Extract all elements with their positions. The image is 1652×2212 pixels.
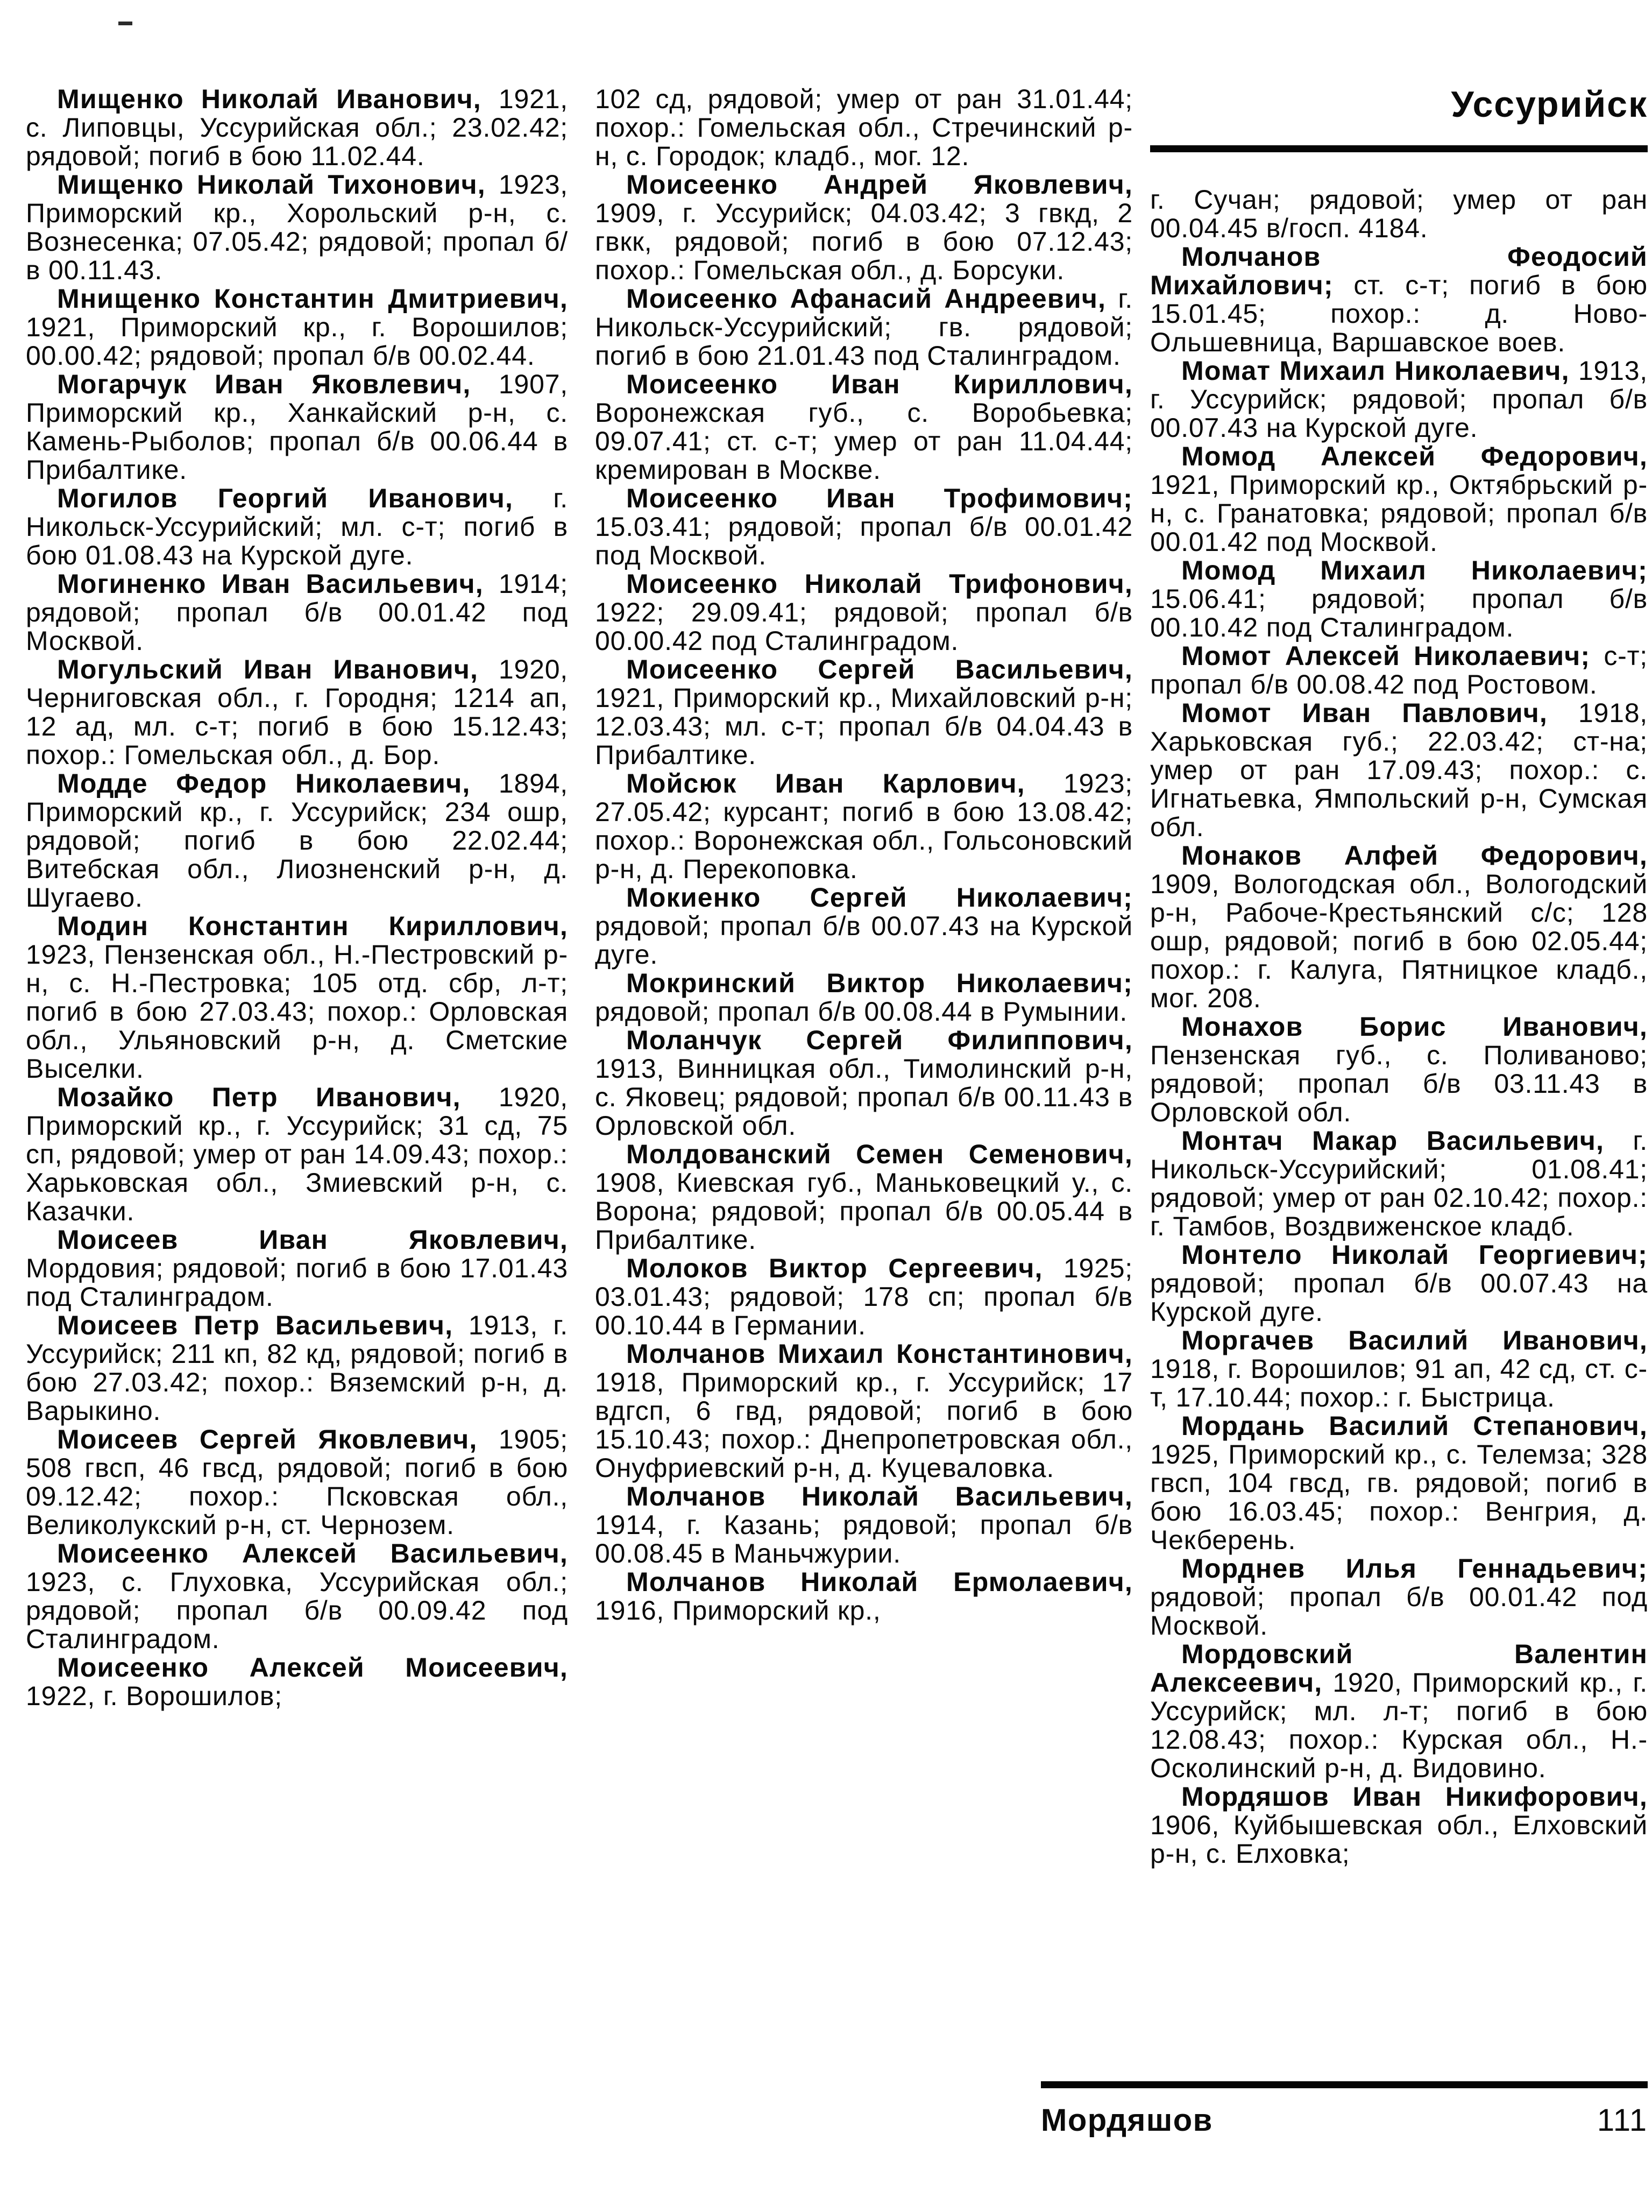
entry-name: Момод Михаил Николаевич; [1181, 555, 1648, 585]
footer-page-number: 111 [1597, 2103, 1648, 2138]
memorial-entry: Моисеев Сергей Яковлевич, 1905; 508 гвсп, 46 гвсд, рядовой; погиб в бою 09.12.42; похор.: Псковская обл., Великолукский р-н, ст. Чернозем. [26, 1424, 568, 1540]
entry-name: Монтач Макар Васильевич, [1181, 1126, 1633, 1156]
memorial-entry: Монаков Алфей Федорович, 1909, Вологодская обл., Вологодский р-н, Рабоче-Крестьянский с/с; 128 ошр, рядовой; погиб в бою 02.05.44; похор.: г. Калуга, Пятницкое кладб., мог. 208. [1150, 840, 1648, 1013]
entry-name: Мищенко Николай Иванович, [57, 84, 499, 114]
memorial-entry: Мнищенко Константин Дмитриевич, 1921, Приморский кр., г. Ворошилов; 00.00.42; рядовой; пропал б/в 00.02.44. [26, 284, 568, 371]
entry-name: Мнищенко Константин Дмитриевич, [57, 284, 568, 314]
entry-name: Момод Алексей Федорович, [1181, 441, 1648, 471]
memorial-entry: Момот Иван Павлович, 1918, Харьковская губ.; 22.03.42; ст-на; умер от ран 17.09.43; похор.: с. Игнатьевка, Ямпольский р-н, Сумская обл. [1150, 698, 1648, 842]
memorial-entry: Момод Алексей Федорович, 1921, Приморский кр., Октябрьский р-н, с. Гранатовка; рядовой; пропал б/в 00.01.42 под Москвой. [1150, 441, 1648, 557]
memorial-entry: Могиненко Иван Васильевич, 1914; рядовой; пропал б/в 00.01.42 под Москвой. [26, 569, 568, 656]
memorial-entry: Мокринский Виктор Николаевич; рядовой; пропал б/в 00.08.44 в Румынии. [595, 968, 1133, 1027]
entry-name: Могилов Георгий Иванович, [57, 483, 554, 513]
memorial-entry: Моисеев Петр Васильевич, 1913, г. Уссурийск; 211 кп, 82 кд, рядовой; погиб в бою 27.03.42; похор.: Вяземский р-н, д. Варыкино. [26, 1310, 568, 1426]
memorial-entry: Моисеенко Сергей Васильевич, 1921, Приморский кр., Михайловский р-н; 12.03.43; мл. с-т; пропал б/в 04.04.43 в Прибалтике. [595, 654, 1133, 770]
entry-name: Могульский Иван Иванович, [57, 654, 499, 684]
memorial-entry: г. Сучан; рядовой; умер от ран 00.04.45 в/госп. 4184. [1150, 185, 1648, 243]
memorial-entry: Мордовский Валентин Алексеевич, 1920, Приморский кр., г. Уссурийск; мл. л-т; погиб в бою 12.08.43; похор.: Курская обл., Н.-Осколинский р-н, д. Видовино. [1150, 1639, 1648, 1783]
entry-name: Морднев Илья Геннадьевич; [1181, 1553, 1648, 1584]
memorial-entry: Мищенко Николай Иванович, 1921, с. Липовцы, Уссурийская обл.; 23.02.42; рядовой; погиб в бою 11.02.44. [26, 84, 568, 171]
entry-name: Моисеев Петр Васильевич, [57, 1310, 469, 1340]
entry-name: Моисеенко Афанасий Андреевич, [626, 284, 1118, 314]
entry-name: Модин Константин Кириллович, [57, 911, 568, 941]
memorial-entry: Моргачев Василий Иванович, 1918, г. Ворошилов; 91 ап, 42 сд, ст. с-т, 17.10.44; похор.: г. Быстрица. [1150, 1325, 1648, 1412]
memorial-entry: Молчанов Феодосий Михайлович; ст. с-т; погиб в бою 15.01.45; похор.: д. Ново-Ольшевница, Варшавское воев. [1150, 242, 1648, 357]
memorial-entry: Могилов Георгий Иванович, г. Никольск-Уссурийский; мл. с-т; погиб в бою 01.08.43 на Курской дуге. [26, 483, 568, 570]
entry-name: Моисеенко Андрей Яковлевич, [626, 169, 1133, 200]
memorial-entry: Молоков Виктор Сергеевич, 1925; 03.01.43; рядовой; 178 сп; пропал б/в 00.10.44 в Германии. [595, 1253, 1133, 1340]
memorial-entry: Моисеенко Афанасий Андреевич, г. Никольск-Уссурийский; гв. рядовой; погиб в бою 21.01.43 под Сталинградом. [595, 284, 1133, 371]
memorial-entry: Моисеенко Алексей Моисеевич, 1922, г. Ворошилов; [26, 1652, 568, 1711]
entry-name: Могарчук Иван Яковлевич, [57, 369, 499, 399]
entry-name: Моисеев Сергей Яковлевич, [57, 1424, 499, 1454]
memorial-entry: Моисеенко Иван Кириллович, Воронежская губ., с. Воробьевка; 09.07.41; ст. с-т; умер от ран 11.04.44; кремирован в Москве. [595, 369, 1133, 485]
memorial-entry: Момот Алексей Николаевич; с-т; пропал б/в 00.08.42 под Ростовом. [1150, 641, 1648, 699]
entry-name: Мокринский Виктор Николаевич; [626, 968, 1133, 998]
entry-name: Момот Иван Павлович, [1181, 698, 1578, 728]
entry-name: Молдованский Семен Семенович, [626, 1139, 1133, 1169]
memorial-entry: Моисеев Иван Яковлевич, Мордовия; рядовой; погиб в бою 17.01.43 под Сталинградом. [26, 1225, 568, 1312]
footer-catchword: Мордяшов [1041, 2103, 1213, 2138]
memorial-entry: Могульский Иван Иванович, 1920, Черниговская обл., г. Городня; 1214 ап, 12 ад, мл. с-т; погиб в бою 15.12.43; похор.: Гомельская обл., д. Бор. [26, 654, 568, 770]
entry-name: Мордань Василий Степанович, [1181, 1411, 1648, 1441]
memorial-entry: Момод Михаил Николаевич; 15.06.41; рядовой; пропал б/в 00.10.42 под Сталинградом. [1150, 555, 1648, 642]
entry-name: Молчанов Николай Ермолаевич, [626, 1567, 1133, 1597]
memorial-entry: Мордяшов Иван Никифорович, 1906, Куйбышевская обл., Елховский р-н, с. Елховка; [1150, 1782, 1648, 1869]
text-column-3 [1150, 85, 1648, 1868]
entry-name: Модде Федор Николаевич, [57, 768, 499, 798]
memorial-entry: Монтело Николай Георгиевич; рядовой; пропал б/в 00.07.43 на Курской дуге. [1150, 1240, 1648, 1327]
entry-name: Моргачев Василий Иванович, [1181, 1325, 1648, 1355]
entry-name: Моисеенко Иван Трофимович; [626, 483, 1133, 513]
page-footer [1041, 2081, 1648, 2137]
text-column-1 [26, 85, 568, 1711]
entry-name: Моисеенко Сергей Васильевич, [626, 654, 1133, 684]
memorial-entry: Моланчук Сергей Филиппович, 1913, Винницкая обл., Тимолинский р-н, с. Яковец; рядовой; пропал б/в 00.11.43 в Орловской обл. [595, 1025, 1133, 1141]
memorial-entry: Мордань Василий Степанович, 1925, Приморский кр., с. Телемза; 328 гвсп, 104 гвсд, гв. рядовой; погиб в бою 16.03.45; похор.: Венгрия, д. Чекберень. [1150, 1411, 1648, 1555]
entry-name: Мойсюк Иван Карлович, [626, 768, 1063, 798]
entry-name: Момот Алексей Николаевич; [1181, 641, 1604, 671]
memorial-entry: Мойсюк Иван Карлович, 1923; 27.05.42; курсант; погиб в бою 13.08.42; похор.: Воронежская обл., Гольсоновский р-н, д. Перекоповка. [595, 768, 1133, 884]
entry-name: Мозайко Петр Иванович, [57, 1082, 499, 1112]
entry-name: Моисеенко Николай Трифонович, [626, 569, 1133, 599]
scan-artifact-dash [118, 22, 132, 25]
memorial-entry: Мищенко Николай Тихонович, 1923, Приморский кр., Хорольский р-н, с. Вознесенка; 07.05.42; рядовой; пропал б/в 00.11.43. [26, 169, 568, 285]
entry-name: Мокиенко Сергей Николаевич; [626, 882, 1133, 913]
entry-name: Моланчук Сергей Филиппович, [626, 1025, 1133, 1055]
memorial-entry: Моисеенко Андрей Яковлевич, 1909, г. Уссурийск; 04.03.42; 3 гвкд, 2 гвкк, рядовой; погиб в бою 07.12.43; похор.: Гомельская обл., д. Борсуки. [595, 169, 1133, 285]
memorial-entry: Моисеенко Николай Трифонович, 1922; 29.09.41; рядовой; пропал б/в 00.00.42 под Сталинградом. [595, 569, 1133, 656]
memorial-entry: 102 сд, рядовой; умер от ран 31.01.44; похор.: Гомельская обл., Стречинский р-н, с. Городок; кладб., мог. 12. [595, 84, 1133, 171]
memorial-entry: Монахов Борис Иванович, Пензенская губ., с. Поливаново; рядовой; пропал б/в 03.11.43 в Орловской обл. [1150, 1012, 1648, 1127]
entry-name: Моисеенко Алексей Васильевич, [57, 1538, 568, 1568]
entry-name: Молчанов Михаил Константинович, [626, 1339, 1133, 1369]
memorial-entry: Моисеенко Иван Трофимович; 15.03.41; рядовой; пропал б/в 00.01.42 под Москвой. [595, 483, 1133, 570]
entry-name: Могиненко Иван Васильевич, [57, 569, 499, 599]
memorial-entry: Молчанов Николай Васильевич, 1914, г. Казань; рядовой; пропал б/в 00.08.45 в Маньчжурии. [595, 1481, 1133, 1568]
memorial-entry: Молдованский Семен Семенович, 1908, Киевская губ., Маньковецкий у., с. Ворона; рядовой; пропал б/в 00.05.44 в Прибалтике. [595, 1139, 1133, 1255]
memorial-entry: Момат Михаил Николаевич, 1913, г. Уссурийск; рядовой; пропал б/в 00.07.43 на Курской дуге. [1150, 356, 1648, 443]
entry-name: Мордяшов Иван Никифорович, [1181, 1782, 1648, 1812]
text-column-2 [595, 85, 1133, 1625]
entry-name: Монаков Алфей Федорович, [1181, 840, 1648, 871]
entry-name: Монтело Николай Георгиевич; [1181, 1240, 1648, 1270]
memorial-entry: Морднев Илья Геннадьевич; рядовой; пропал б/в 00.01.42 под Москвой. [1150, 1553, 1648, 1641]
memorial-entry: Молчанов Михаил Константинович, 1918, Приморский кр., г. Уссурийск; 17 вдгсп, 6 гвд, рядовой; погиб в бою 15.10.43; похор.: Днепропетровская обл., Онуфриевский р-н, д. Куцеваловка. [595, 1339, 1133, 1483]
memorial-entry: Модде Федор Николаевич, 1894, Приморский кр., г. Уссурийск; 234 ошр, рядовой; погиб в бою 22.02.44; Витебская обл., Лиозненский р-н, д. Шугаево. [26, 768, 568, 913]
memorial-entry: Мокиенко Сергей Николаевич; рядовой; пропал б/в 00.07.43 на Курской дуге. [595, 882, 1133, 970]
entry-name: Монахов Борис Иванович, [1181, 1012, 1648, 1042]
memorial-entry: Мозайко Петр Иванович, 1920, Приморский кр., г. Уссурийск; 31 сд, 75 сп, рядовой; умер от ран 14.09.43; похор.: Харьковская обл., Змиевский р-н, с. Казачки. [26, 1082, 568, 1226]
memorial-entry: Могарчук Иван Яковлевич, 1907, Приморский кр., Ханкайский р-н, с. Камень-Рыболов; пропал б/в 00.06.44 в Прибалтике. [26, 369, 568, 485]
entry-name: Моисеенко Алексей Моисеевич, [57, 1652, 568, 1683]
entry-name: Момат Михаил Николаевич, [1181, 356, 1578, 386]
running-header-region-title: Уссурийск [1150, 85, 1648, 152]
entry-name: Моисеев Иван Яковлевич, [57, 1225, 568, 1255]
entry-name: Молчанов Николай Васильевич, [626, 1481, 1133, 1511]
column-3-entries [1150, 186, 1648, 1868]
memorial-entry: Молчанов Николай Ермолаевич, 1916, Приморский кр., [595, 1567, 1133, 1626]
entry-name: Мищенко Николай Тихонович, [57, 169, 499, 200]
entry-name: Мордовский Валентин Алексеевич, [1150, 1639, 1648, 1698]
memorial-entry: Монтач Макар Васильевич, г. Никольск-Уссурийский; 01.08.41; рядовой; умер от ран 02.10.42; похор.: г. Тамбов, Воздвиженское кладб. [1150, 1126, 1648, 1241]
memorial-entry: Моисеенко Алексей Васильевич, 1923, с. Глуховка, Уссурийская обл.; рядовой; пропал б/в 00.09.42 под Сталинградом. [26, 1538, 568, 1654]
memorial-entry: Модин Константин Кириллович, 1923, Пензенская обл., Н.-Пестровский р-н, с. Н.-Пестровка; 105 отд. сбр, л-т; погиб в бою 27.03.43; похор.: Орловская обл., Ульяновский р-н, д. Сметские Выселки. [26, 911, 568, 1084]
entry-name: Молоков Виктор Сергеевич, [626, 1253, 1063, 1283]
entry-name: Моисеенко Иван Кириллович, [626, 369, 1133, 399]
entry-name: Молчанов Феодосий Михайлович; [1150, 242, 1648, 300]
